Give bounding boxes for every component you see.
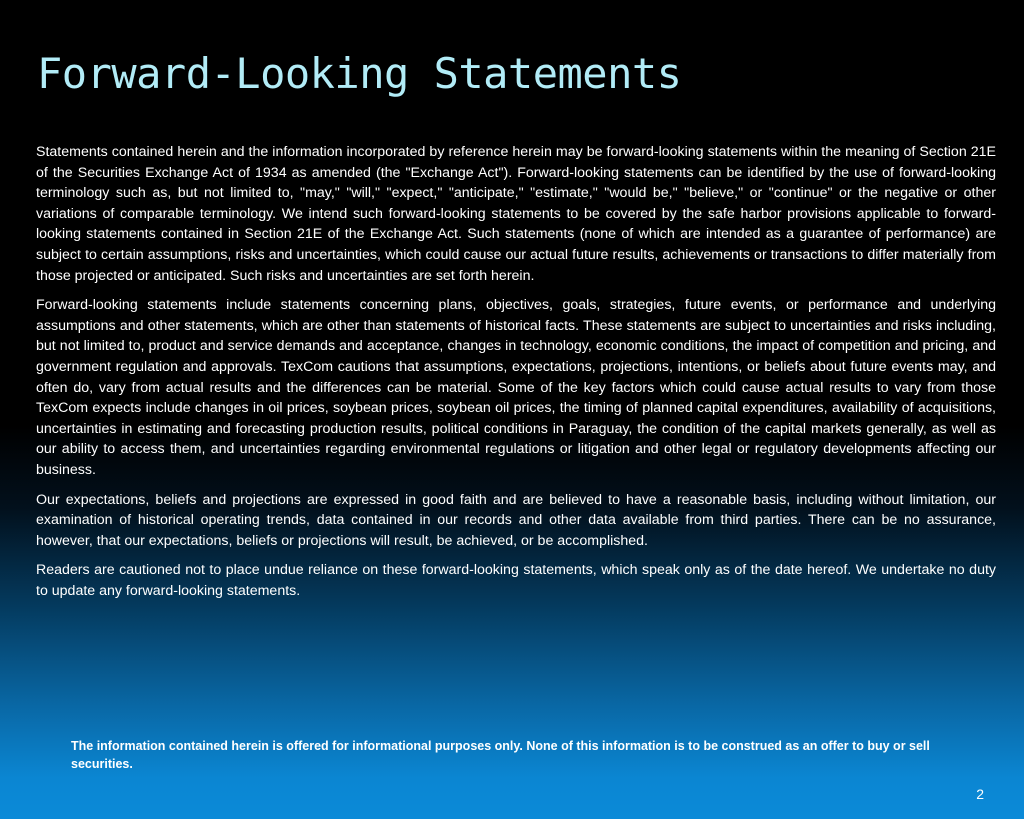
paragraph-risk-factors: Forward-looking statements include statements concerning plans, objectives, goals, strategies, future events, or performance and underlying assumptions and other statements, which are other than statements of historical facts. These statements are subject to uncertainties and risks including, but not limited to, product and service demands and acceptance, changes in technology, economic conditions, the impact of competition and pricing, and government regulation and approvals. TexCom cautions that assumptions, expectations, projections, intentions, or beliefs about future events may, and often do, vary from actual results and the differences can be material. Some of the key factors which could cause actual results to vary from those TexCom expects include changes in oil prices, soybean prices, soybean oil prices, the timing of planned capital expenditures, availability of acquisitions, uncertainties in estimating and forecasting production results, political conditions in Paraguay, the condition of the capital markets generally, as well as our ability to access them, and uncertainties regarding environmental regulations or litigation and other legal or regulatory developments affecting our business.: [36, 297, 996, 478]
page-number: 2: [976, 786, 984, 802]
body-text: [36, 142, 996, 610]
slide-title: Forward-Looking Statements: [37, 49, 682, 98]
paragraph-expectations: Our expectations, beliefs and projections are expressed in good faith and are believed to have a reasonable basis, including without limitation, our examination of historical operating trends, data contained in our records and other data available from third parties. There can be no assurance, however, that our expectations, beliefs or projections will result, be achieved, or be accomplished.: [36, 491, 996, 549]
paragraph-undue-reliance: Readers are cautioned not to place undue reliance on these forward-looking statements, which speak only as of the date hereof. We undertake no duty to update any forward-looking statements.: [36, 562, 996, 599]
paragraph-safe-harbor: Statements contained herein and the information incorporated by reference herein may be forward-looking statements within the meaning of Section 21E of the Securities Exchange Act of 1934 as amended (the "Exchange Act"). Forward-looking statements can be identified by the use of forward-looking terminology such as, but not limited to, "may," "will," "expect," "anticipate," "estimate," "would be," "believe," or "continue" or the negative or other variations of comparable terminology. We intend such forward-looking statements to be covered by the safe harbor provisions applicable to forward-looking statements contained in Section 21E of the Exchange Act. Such statements (none of which are intended as a guarantee of performance) are subject to certain assumptions, risks and uncertainties, which could cause our actual future results, achievements or transactions to differ materially from those projected or anticipated. Such risks and uncertainties are set forth herein.: [36, 144, 996, 284]
disclaimer: The information contained herein is offered for informational purposes only. None of this information is to be construed as an offer to buy or sell securities.: [71, 739, 930, 771]
